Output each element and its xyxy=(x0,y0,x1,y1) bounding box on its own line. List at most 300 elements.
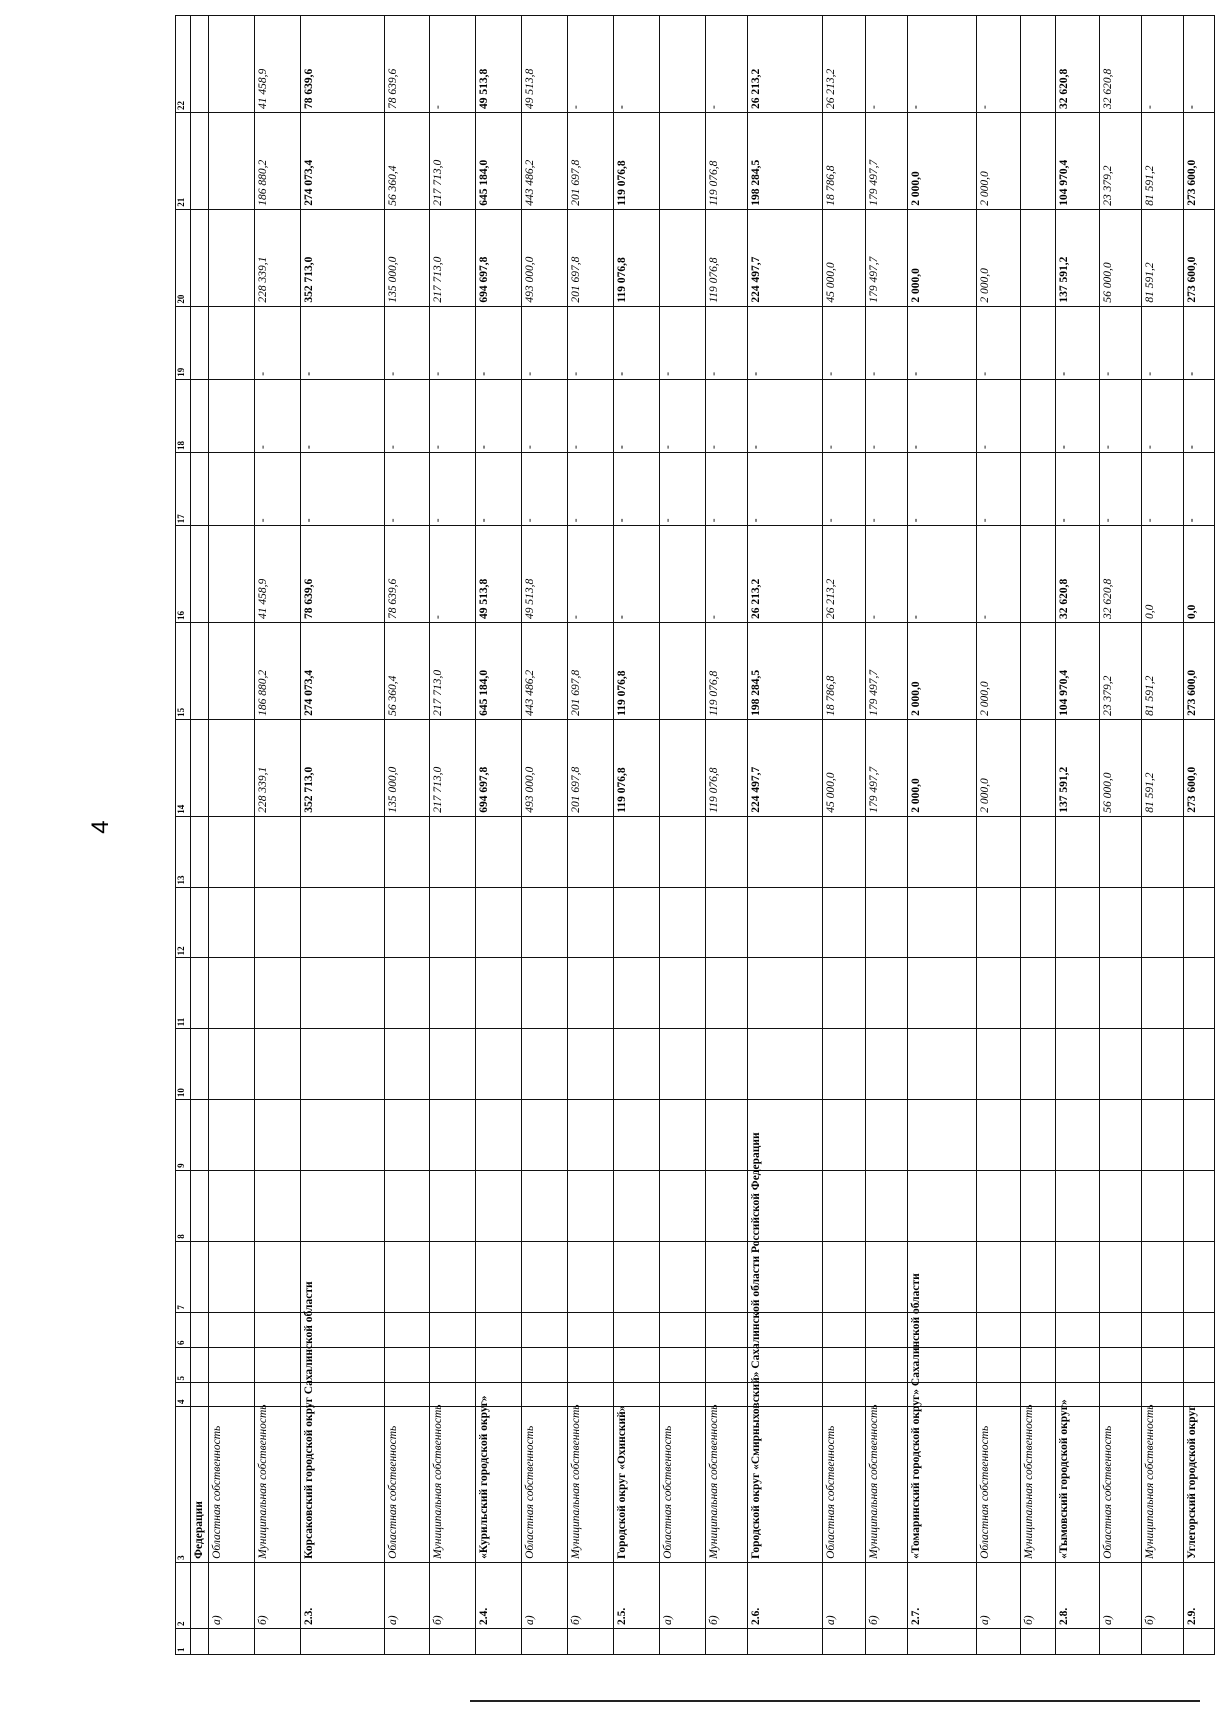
cell-col-5 xyxy=(1056,1348,1100,1383)
cell-col-11 xyxy=(659,958,705,1029)
cell-col-14: 224 497,7 xyxy=(747,719,822,816)
cell-col-18: - xyxy=(476,379,522,452)
cell-col-10 xyxy=(1183,1029,1214,1100)
cell-col-11 xyxy=(977,958,1021,1029)
table-row xyxy=(301,16,384,1655)
cell-col-5 xyxy=(705,1348,747,1383)
cell-col-13 xyxy=(209,816,255,887)
cell-col-19 xyxy=(209,306,255,379)
cell-col-5 xyxy=(255,1348,301,1383)
cell-col-11 xyxy=(190,958,209,1029)
cell-col-4 xyxy=(255,1383,301,1407)
cell-col-9 xyxy=(255,1100,301,1171)
cell-col-15: 443 486,2 xyxy=(522,623,568,720)
row-code: а) xyxy=(659,1562,705,1628)
cell-col-1 xyxy=(255,1629,301,1655)
cell-col-17: - xyxy=(659,453,705,526)
cell-col-18: - xyxy=(1141,379,1183,452)
cell-col-12 xyxy=(614,887,660,958)
cell-col-14: 217 713,0 xyxy=(430,719,476,816)
cell-col-17 xyxy=(1020,453,1055,526)
cell-col-12 xyxy=(430,887,476,958)
cell-col-21 xyxy=(190,112,209,209)
table-row xyxy=(659,16,705,1655)
cell-col-5 xyxy=(476,1348,522,1383)
cell-col-19: - xyxy=(908,306,977,379)
column-number: 10 xyxy=(176,1029,191,1100)
cell-col-14: 228 339,1 xyxy=(255,719,301,816)
cell-col-18 xyxy=(209,379,255,452)
cell-col-9 xyxy=(301,1100,384,1171)
cell-col-16: 32 620,8 xyxy=(1100,526,1142,623)
cell-col-20: 45 000,0 xyxy=(822,209,866,306)
cell-col-22: 49 513,8 xyxy=(476,16,522,113)
cell-col-11 xyxy=(1183,958,1214,1029)
cell-col-4 xyxy=(384,1383,430,1407)
cell-col-9 xyxy=(866,1100,908,1171)
cell-col-11 xyxy=(1141,958,1183,1029)
table-row xyxy=(1183,16,1214,1655)
cell-col-8 xyxy=(977,1170,1021,1241)
cell-col-16: 78 639,6 xyxy=(301,526,384,623)
cell-col-7 xyxy=(522,1241,568,1312)
cell-col-10 xyxy=(1100,1029,1142,1100)
cell-col-13 xyxy=(659,816,705,887)
cell-col-17: - xyxy=(866,453,908,526)
column-number: 15 xyxy=(176,623,191,720)
rotated-table-frame xyxy=(175,15,1215,1655)
cell-col-9 xyxy=(190,1100,209,1171)
cell-col-5 xyxy=(568,1348,614,1383)
table-row xyxy=(747,16,822,1655)
cell-col-5 xyxy=(614,1348,660,1383)
cell-col-22: - xyxy=(866,16,908,113)
cell-col-17: - xyxy=(430,453,476,526)
cell-col-21: 56 360,4 xyxy=(384,112,430,209)
cell-col-19: - xyxy=(384,306,430,379)
column-number: 18 xyxy=(176,379,191,452)
cell-col-16: 49 513,8 xyxy=(522,526,568,623)
cell-col-7 xyxy=(1056,1241,1100,1312)
cell-col-21 xyxy=(659,112,705,209)
cell-col-5 xyxy=(384,1348,430,1383)
cell-col-19 xyxy=(1020,306,1055,379)
cell-col-19: - xyxy=(705,306,747,379)
cell-col-11 xyxy=(1100,958,1142,1029)
cell-col-22: - xyxy=(568,16,614,113)
cell-col-12 xyxy=(209,887,255,958)
cell-col-12 xyxy=(822,887,866,958)
cell-col-21: 217 713,0 xyxy=(430,112,476,209)
row-name: «Курильский городской округ» xyxy=(476,1407,522,1563)
row-name: Городской округ «Смирныховский» Сахалинской области Российской Федерации xyxy=(747,1407,822,1563)
cell-col-15: 179 497,7 xyxy=(866,623,908,720)
cell-col-18 xyxy=(190,379,209,452)
cell-col-6 xyxy=(1141,1312,1183,1347)
cell-col-8 xyxy=(301,1170,384,1241)
cell-col-15: 186 880,2 xyxy=(255,623,301,720)
cell-col-5 xyxy=(1183,1348,1214,1383)
cell-col-7 xyxy=(209,1241,255,1312)
cell-col-21: 119 076,8 xyxy=(614,112,660,209)
cell-col-4 xyxy=(614,1383,660,1407)
cell-col-10 xyxy=(659,1029,705,1100)
cell-col-15: 119 076,8 xyxy=(614,623,660,720)
cell-col-6 xyxy=(568,1312,614,1347)
cell-col-22: - xyxy=(908,16,977,113)
cell-col-8 xyxy=(1100,1170,1142,1241)
cell-col-16: - xyxy=(614,526,660,623)
cell-col-10 xyxy=(301,1029,384,1100)
cell-col-6 xyxy=(659,1312,705,1347)
cell-col-7 xyxy=(977,1241,1021,1312)
cell-col-11 xyxy=(430,958,476,1029)
cell-col-9 xyxy=(1056,1100,1100,1171)
cell-col-5 xyxy=(1020,1348,1055,1383)
cell-col-11 xyxy=(476,958,522,1029)
cell-col-8 xyxy=(384,1170,430,1241)
row-name: Муниципальная собственность xyxy=(705,1407,747,1563)
cell-col-15 xyxy=(659,623,705,720)
table-row xyxy=(977,16,1021,1655)
cell-col-4 xyxy=(1100,1383,1142,1407)
cell-col-8 xyxy=(430,1170,476,1241)
cell-col-15: 273 600,0 xyxy=(1183,623,1214,720)
cell-col-18: - xyxy=(747,379,822,452)
row-name: Областная собственность xyxy=(209,1407,255,1563)
cell-col-16: - xyxy=(908,526,977,623)
cell-col-17: - xyxy=(705,453,747,526)
cell-col-16: - xyxy=(866,526,908,623)
cell-col-4 xyxy=(822,1383,866,1407)
cell-col-17: - xyxy=(568,453,614,526)
cell-col-13 xyxy=(384,816,430,887)
cell-col-19: - xyxy=(430,306,476,379)
cell-col-20: 352 713,0 xyxy=(301,209,384,306)
cell-col-9 xyxy=(822,1100,866,1171)
cell-col-17: - xyxy=(908,453,977,526)
column-number: 1 xyxy=(176,1629,191,1655)
cell-col-8 xyxy=(866,1170,908,1241)
cell-col-9 xyxy=(476,1100,522,1171)
cell-col-20: 217 713,0 xyxy=(430,209,476,306)
cell-col-18: - xyxy=(866,379,908,452)
cell-col-11 xyxy=(255,958,301,1029)
cell-col-18 xyxy=(1020,379,1055,452)
cell-col-11 xyxy=(747,958,822,1029)
cell-col-11 xyxy=(614,958,660,1029)
cell-col-12 xyxy=(1141,887,1183,958)
cell-col-17: - xyxy=(1183,453,1214,526)
row-name: Муниципальная собственность xyxy=(568,1407,614,1563)
cell-col-22: - xyxy=(1141,16,1183,113)
cell-col-7 xyxy=(476,1241,522,1312)
cell-col-12 xyxy=(1056,887,1100,958)
cell-col-1 xyxy=(977,1629,1021,1655)
cell-col-8 xyxy=(614,1170,660,1241)
row-code: 2.6. xyxy=(747,1562,822,1628)
cell-col-17: - xyxy=(522,453,568,526)
cell-col-19: - xyxy=(866,306,908,379)
cell-col-13 xyxy=(522,816,568,887)
cell-col-12 xyxy=(301,887,384,958)
cell-col-13 xyxy=(1141,816,1183,887)
cell-col-6 xyxy=(476,1312,522,1347)
cell-col-17: - xyxy=(747,453,822,526)
cell-col-14 xyxy=(659,719,705,816)
cell-col-10 xyxy=(384,1029,430,1100)
cell-col-10 xyxy=(209,1029,255,1100)
row-name: Областная собственность xyxy=(384,1407,430,1563)
cell-col-14: 45 000,0 xyxy=(822,719,866,816)
column-number: 9 xyxy=(176,1100,191,1171)
table-row xyxy=(614,16,660,1655)
cell-col-8 xyxy=(190,1170,209,1241)
cell-col-4 xyxy=(659,1383,705,1407)
cell-col-4 xyxy=(1020,1383,1055,1407)
cell-col-21: 179 497,7 xyxy=(866,112,908,209)
cell-col-6 xyxy=(209,1312,255,1347)
cell-col-12 xyxy=(1100,887,1142,958)
cell-col-10 xyxy=(430,1029,476,1100)
cell-col-10 xyxy=(614,1029,660,1100)
cell-col-19: - xyxy=(747,306,822,379)
row-code: б) xyxy=(705,1562,747,1628)
cell-col-20 xyxy=(1020,209,1055,306)
cell-col-13 xyxy=(1056,816,1100,887)
table-row xyxy=(908,16,977,1655)
cell-col-22 xyxy=(209,16,255,113)
cell-col-22: - xyxy=(614,16,660,113)
cell-col-22 xyxy=(190,16,209,113)
cell-col-11 xyxy=(822,958,866,1029)
cell-col-16: 26 213,2 xyxy=(747,526,822,623)
cell-col-21: 274 073,4 xyxy=(301,112,384,209)
column-number: 8 xyxy=(176,1170,191,1241)
cell-col-13 xyxy=(1100,816,1142,887)
cell-col-20: 2 000,0 xyxy=(908,209,977,306)
cell-col-14: 2 000,0 xyxy=(908,719,977,816)
cell-col-13 xyxy=(430,816,476,887)
cell-col-1 xyxy=(614,1629,660,1655)
cell-col-11 xyxy=(1056,958,1100,1029)
cell-col-16: 78 639,6 xyxy=(384,526,430,623)
row-name: Городской округ «Охинский» xyxy=(614,1407,660,1563)
cell-col-5 xyxy=(430,1348,476,1383)
cell-col-20: 493 000,0 xyxy=(522,209,568,306)
cell-col-6 xyxy=(822,1312,866,1347)
cell-col-8 xyxy=(209,1170,255,1241)
cell-col-19: - xyxy=(659,306,705,379)
cell-col-9 xyxy=(1183,1100,1214,1171)
row-name: «Тымовский городской округ» xyxy=(1056,1407,1100,1563)
row-name: Областная собственность xyxy=(977,1407,1021,1563)
cell-col-8 xyxy=(705,1170,747,1241)
cell-col-8 xyxy=(255,1170,301,1241)
cell-col-20: 119 076,8 xyxy=(705,209,747,306)
cell-col-22: - xyxy=(977,16,1021,113)
cell-col-5 xyxy=(1100,1348,1142,1383)
cell-col-18: - xyxy=(908,379,977,452)
cell-col-7 xyxy=(1141,1241,1183,1312)
cell-col-13 xyxy=(568,816,614,887)
cell-col-5 xyxy=(1141,1348,1183,1383)
row-code: б) xyxy=(1141,1562,1183,1628)
cell-col-8 xyxy=(659,1170,705,1241)
row-code: а) xyxy=(822,1562,866,1628)
cell-col-20 xyxy=(659,209,705,306)
cell-col-17: - xyxy=(1056,453,1100,526)
cell-col-10 xyxy=(476,1029,522,1100)
cell-col-6 xyxy=(866,1312,908,1347)
cell-col-15: 201 697,8 xyxy=(568,623,614,720)
column-number: 12 xyxy=(176,887,191,958)
cell-col-10 xyxy=(522,1029,568,1100)
cell-col-22: 26 213,2 xyxy=(822,16,866,113)
cell-col-7 xyxy=(1100,1241,1142,1312)
cell-col-14 xyxy=(1020,719,1055,816)
table-row xyxy=(1056,16,1100,1655)
cell-col-13 xyxy=(190,816,209,887)
cell-col-16: 49 513,8 xyxy=(476,526,522,623)
cell-col-12 xyxy=(522,887,568,958)
cell-col-14 xyxy=(209,719,255,816)
cell-col-6 xyxy=(190,1312,209,1347)
cell-col-15: 217 713,0 xyxy=(430,623,476,720)
cell-col-18: - xyxy=(568,379,614,452)
cell-col-18: - xyxy=(705,379,747,452)
cell-col-13 xyxy=(614,816,660,887)
row-code: а) xyxy=(384,1562,430,1628)
cell-col-10 xyxy=(190,1029,209,1100)
cell-col-7 xyxy=(384,1241,430,1312)
cell-col-12 xyxy=(1020,887,1055,958)
cell-col-22: 78 639,6 xyxy=(384,16,430,113)
cell-col-8 xyxy=(476,1170,522,1241)
cell-col-16 xyxy=(209,526,255,623)
cell-col-5 xyxy=(866,1348,908,1383)
cell-col-14: 135 000,0 xyxy=(384,719,430,816)
cell-col-14: 119 076,8 xyxy=(705,719,747,816)
cell-col-16: 0,0 xyxy=(1183,526,1214,623)
cell-col-9 xyxy=(568,1100,614,1171)
row-name: Муниципальная собственность xyxy=(1141,1407,1183,1563)
cell-col-7 xyxy=(822,1241,866,1312)
cell-col-16: 32 620,8 xyxy=(1056,526,1100,623)
cell-col-17: - xyxy=(614,453,660,526)
cell-col-1 xyxy=(659,1629,705,1655)
cell-col-17 xyxy=(190,453,209,526)
cell-col-4 xyxy=(430,1383,476,1407)
column-number: 7 xyxy=(176,1241,191,1312)
cell-col-8 xyxy=(1020,1170,1055,1241)
cell-col-9 xyxy=(430,1100,476,1171)
row-name: Углегорский городской округ xyxy=(1183,1407,1214,1563)
cell-col-13 xyxy=(977,816,1021,887)
cell-col-9 xyxy=(1100,1100,1142,1171)
cell-col-10 xyxy=(977,1029,1021,1100)
cell-col-8 xyxy=(1141,1170,1183,1241)
cell-col-16: - xyxy=(568,526,614,623)
cell-col-17: - xyxy=(476,453,522,526)
cell-col-1 xyxy=(190,1629,209,1655)
cell-col-7 xyxy=(866,1241,908,1312)
row-code: а) xyxy=(1100,1562,1142,1628)
cell-col-6 xyxy=(384,1312,430,1347)
table-row xyxy=(705,16,747,1655)
cell-col-15: 198 284,5 xyxy=(747,623,822,720)
column-number: 11 xyxy=(176,958,191,1029)
cell-col-6 xyxy=(255,1312,301,1347)
cell-col-20: 135 000,0 xyxy=(384,209,430,306)
cell-col-19: - xyxy=(476,306,522,379)
cell-col-14: 352 713,0 xyxy=(301,719,384,816)
cell-col-15: 18 786,8 xyxy=(822,623,866,720)
cell-col-17: - xyxy=(1100,453,1142,526)
cell-col-7 xyxy=(430,1241,476,1312)
column-number: 2 xyxy=(176,1562,191,1628)
table-row xyxy=(190,16,209,1655)
column-number: 3 xyxy=(176,1407,191,1563)
cell-col-19: - xyxy=(522,306,568,379)
cell-col-16 xyxy=(1020,526,1055,623)
cell-col-7 xyxy=(568,1241,614,1312)
cell-col-12 xyxy=(659,887,705,958)
cell-col-18: - xyxy=(301,379,384,452)
cell-col-21: 23 379,2 xyxy=(1100,112,1142,209)
table-row xyxy=(866,16,908,1655)
cell-col-18: - xyxy=(614,379,660,452)
cell-col-22: 26 213,2 xyxy=(747,16,822,113)
cell-col-19 xyxy=(190,306,209,379)
cell-col-21: 273 600,0 xyxy=(1183,112,1214,209)
cell-col-15 xyxy=(190,623,209,720)
cell-col-7 xyxy=(1020,1241,1055,1312)
table-row xyxy=(1141,16,1183,1655)
cell-col-12 xyxy=(705,887,747,958)
cell-col-16: 0,0 xyxy=(1141,526,1183,623)
cell-col-1 xyxy=(747,1629,822,1655)
cell-col-20: 56 000,0 xyxy=(1100,209,1142,306)
cell-col-15: 56 360,4 xyxy=(384,623,430,720)
cell-col-15: 104 970,4 xyxy=(1056,623,1100,720)
cell-col-21 xyxy=(209,112,255,209)
cell-col-7 xyxy=(659,1241,705,1312)
cell-col-17: - xyxy=(977,453,1021,526)
table-row xyxy=(255,16,301,1655)
column-number: 16 xyxy=(176,526,191,623)
cell-col-22 xyxy=(1020,16,1055,113)
cell-col-18: - xyxy=(1056,379,1100,452)
cell-col-19: - xyxy=(822,306,866,379)
cell-col-15: 2 000,0 xyxy=(977,623,1021,720)
column-number-row xyxy=(176,16,191,1655)
cell-col-20: 224 497,7 xyxy=(747,209,822,306)
cell-col-11 xyxy=(384,958,430,1029)
cell-col-16: - xyxy=(977,526,1021,623)
cell-col-14: 201 697,8 xyxy=(568,719,614,816)
cell-col-14: 81 591,2 xyxy=(1141,719,1183,816)
cell-col-4 xyxy=(209,1383,255,1407)
cell-col-22: - xyxy=(1183,16,1214,113)
cell-col-17: - xyxy=(255,453,301,526)
cell-col-19: - xyxy=(1141,306,1183,379)
row-name: Федерации xyxy=(190,1407,209,1563)
cell-col-7 xyxy=(1183,1241,1214,1312)
cell-col-11 xyxy=(301,958,384,1029)
cell-col-13 xyxy=(822,816,866,887)
cell-col-6 xyxy=(1020,1312,1055,1347)
